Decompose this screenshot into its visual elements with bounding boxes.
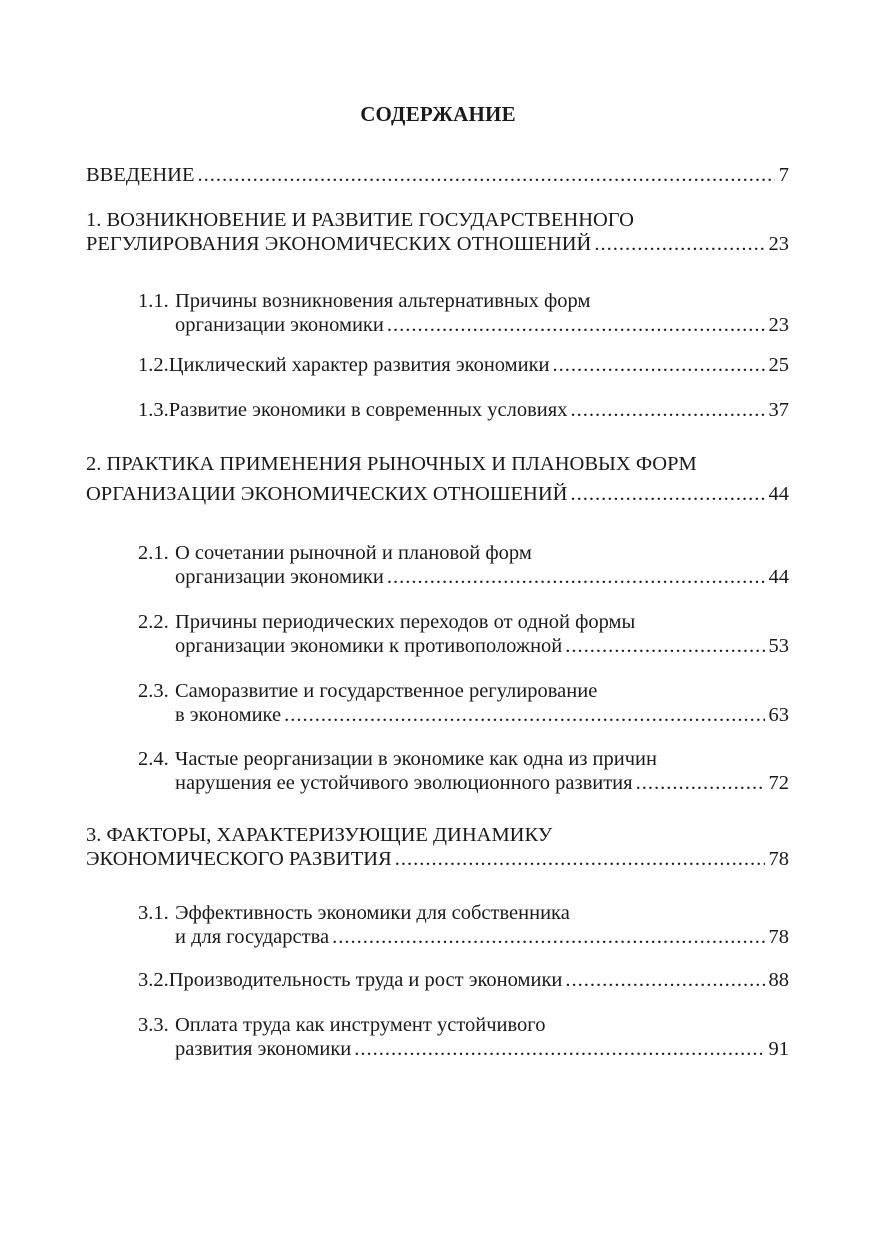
toc-entry-introduction[interactable] (86, 163, 789, 187)
toc-entry-section-1-3[interactable] (138, 398, 789, 422)
page-number: 25 (768, 354, 789, 376)
entry-title-line-1: О сочетании рыночной и плановой форм (175, 542, 532, 564)
toc-entry-section-2-2[interactable] (138, 610, 789, 658)
entry-title: Развитие экономики в современных условиях (168, 399, 568, 421)
page-number: 78 (768, 926, 789, 948)
page-number: 88 (768, 969, 789, 991)
entry-title: Циклический характер развития экономики (168, 354, 550, 376)
section-number: 1.2. (138, 354, 169, 376)
entry-title-line-2: в экономике (175, 704, 282, 726)
dot-leader (284, 703, 764, 727)
dot-leader (198, 163, 775, 187)
entry-title: ВВЕДЕНИЕ (86, 164, 195, 186)
entry-title-line-1: Оплата труда как инструмент устойчивого (175, 1014, 546, 1036)
entry-title-line-2: организации экономики (175, 566, 384, 588)
entry-title-line-2: РЕГУЛИРОВАНИЯ ЭКОНОМИЧЕСКИХ ОТНОШЕНИЙ (86, 233, 592, 255)
toc-entry-section-2-1[interactable] (138, 541, 789, 589)
dot-leader (354, 1037, 764, 1061)
page-number: 72 (768, 772, 789, 794)
section-number: 1.3. (138, 399, 169, 421)
dot-leader (387, 313, 765, 337)
page-number: 91 (768, 1038, 789, 1060)
section-number: 3.3. (138, 1014, 169, 1036)
entry-title-line-1: 1. ВОЗНИКНОВЕНИЕ И РАЗВИТИЕ ГОСУДАРСТВЕННОГО (86, 209, 634, 231)
entry-title-line-1: Причины периодических переходов от одной формы (175, 611, 636, 633)
dot-leader (332, 925, 764, 949)
toc-entry-section-1-2[interactable] (138, 353, 789, 377)
entry-title-line-2: организации экономики (175, 314, 384, 336)
toc-entry-chapter-1[interactable] (86, 208, 789, 256)
dot-leader (570, 398, 764, 422)
dot-leader (565, 634, 764, 658)
toc-entry-section-2-3[interactable] (138, 679, 789, 727)
entry-title-line-1: Эффективность экономики для собственника (175, 902, 570, 924)
dot-leader (565, 968, 764, 992)
dot-leader (395, 847, 765, 871)
page-number: 78 (768, 848, 789, 870)
dot-leader (636, 771, 765, 795)
entry-title-line-1: Частые реорганизации в экономике как одна из причин (175, 748, 657, 770)
dot-leader (553, 353, 765, 377)
entry-title-line-2: нарушения ее устойчивого эволюционного развития (175, 772, 633, 794)
section-number: 2.4. (138, 748, 169, 770)
section-number: 3.2. (138, 969, 169, 991)
dot-leader (387, 565, 765, 589)
section-number: 2.1. (138, 542, 169, 564)
page-number: 37 (768, 399, 789, 421)
page-number: 63 (768, 704, 789, 726)
entry-title-line-1: 3. ФАКТОРЫ, ХАРАКТЕРИЗУЮЩИЕ ДИНАМИКУ (86, 824, 553, 846)
entry-title-line-2: и для государства (175, 926, 330, 948)
dot-leader (594, 232, 764, 256)
toc-entry-section-1-1[interactable] (138, 289, 789, 337)
toc-entry-section-3-3[interactable] (138, 1013, 789, 1061)
section-number: 3.1. (138, 902, 169, 924)
page-number: 44 (768, 566, 789, 588)
section-number: 2.3. (138, 680, 169, 702)
entry-title-line-2: развития экономики (175, 1038, 352, 1060)
entry-title-line-1: Саморазвитие и государственное регулирование (175, 680, 598, 702)
section-number: 2.2. (138, 611, 169, 633)
toc-entry-chapter-3[interactable] (86, 823, 789, 871)
page-number: 44 (768, 483, 789, 505)
page-number: 23 (768, 314, 789, 336)
page-number: 7 (778, 164, 789, 186)
toc-entry-section-3-1[interactable] (138, 901, 789, 949)
toc-entry-section-2-4[interactable] (138, 747, 789, 795)
entry-title-line-2: ЭКОНОМИЧЕСКОГО РАЗВИТИЯ (86, 848, 392, 870)
section-number: 1.1. (138, 290, 169, 312)
toc-entry-chapter-2[interactable] (86, 452, 789, 506)
page-number: 53 (768, 635, 789, 657)
entry-title-line-1: 2. ПРАКТИКА ПРИМЕНЕНИЯ РЫНОЧНЫХ И ПЛАНОВЫХ ФОРМ (86, 453, 697, 475)
page-title: СОДЕРЖАНИЕ (360, 102, 516, 126)
toc-entry-section-3-2[interactable] (138, 968, 789, 992)
page-number: 23 (768, 233, 789, 255)
entry-title-line-2: ОРГАНИЗАЦИИ ЭКОНОМИЧЕСКИХ ОТНОШЕНИЙ (86, 483, 568, 505)
entry-title: Производительность труда и рост экономики (168, 969, 563, 991)
dot-leader (570, 482, 764, 506)
entry-title-line-1: Причины возникновения альтернативных форм (175, 290, 591, 312)
entry-title-line-2: организации экономики к противоположной (175, 635, 563, 657)
